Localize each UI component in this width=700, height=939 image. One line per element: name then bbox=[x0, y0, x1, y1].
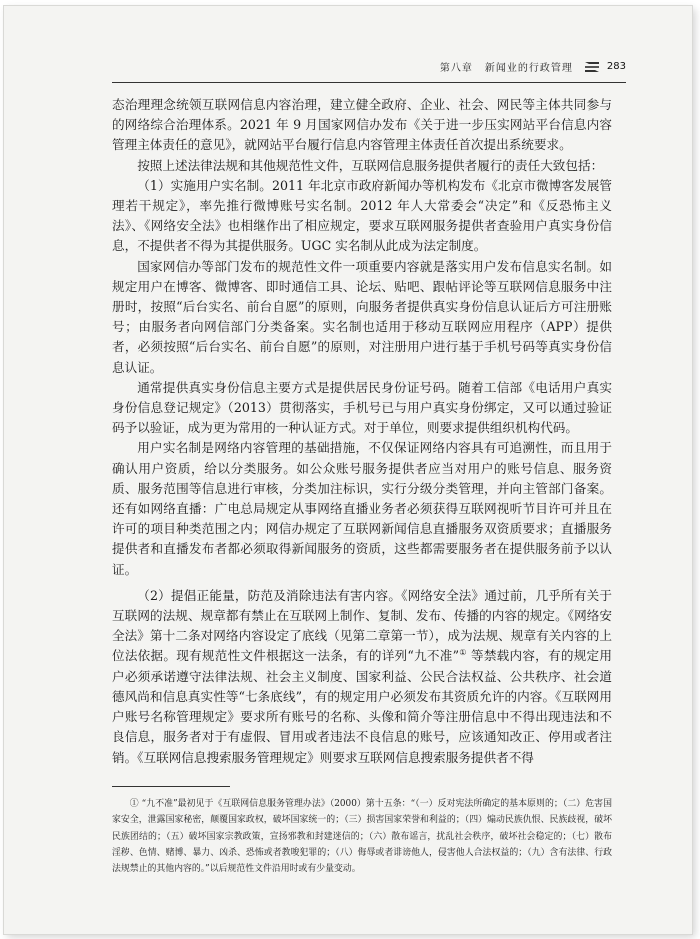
paragraph: 按照上述法律法规和其他规范性文件，互联网信息服务提供者履行的责任大致包括： bbox=[137, 157, 604, 173]
paragraph: 通常提供真实身份信息主要方式是提供居民身份证号码。随着工信部《电话用户真实身份信息登记规定》（2013）贯彻落实，手机号已与用户真实身份绑定，又可以通过验证码予以验证，成为更为常用的一种认证方式。对于单位，则要求提供组织机构代码。 bbox=[112, 379, 612, 436]
footnote-text: ① “九不准”最初见于《互联网信息服务管理办法》（2000）第十五条：“（一）反对宪法所确定的基本原则的；（二）危害国家安全，泄露国家秘密，颠覆国家政权，破坏国家统一的；（三）损害国家荣誉和利益的；（四）煽动民族仇恨、民族歧视，破坏民族团结的；（五）破坏国家宗教政策，宣扬邪教和封建迷信的；（六）散布谣言，扰乱社会秩序，破坏社会稳定的；（七）散布淫秽、色情、赌博、暴力、凶杀、恐怖或者教唆犯罪的；（八）侮辱或者诽谤他人，侵害他人合法权益的；（九）含有法律、行政法规禁止的其他内容的。”以后规范性文件沿用时或有少量变动。 bbox=[112, 799, 612, 875]
footnote-marker[interactable]: ① bbox=[459, 648, 467, 658]
footnote bbox=[112, 796, 612, 877]
paragraph-text: 等禁载内容，有的规定用户必须承诺遵守法律法规、社会主义制度、国家利益、公民合法权益、公共秩序、社会道德风尚和信息真实性等“七条底线”，有的规定用户必须发布其资质允许的内容。《互联网用户账号名称管理规定》要求所有账号的名称、头像和简介等注册信息中不得出现违法和不良信息，服务者对于有虚假、冒用或者违法不良信息的账号，应该通知改正、停用或者注销。《互联网信息搜索服务管理规定》则要求互联网信息搜索服务提供者不得 bbox=[112, 648, 612, 765]
paragraph: （1）实施用户实名制。2011 年北京市政府新闻办等机构发布《北京市微博客发展管理若干规定》，率先推行微博账号实名制。2012 年人大常委会“决定”和《反恐怖主义法》、《网络安全法》也相继作出了相应规定，要求互联网服务提供者查验用户真实身份信息，不提供者不得为其提供服务。UGC 实名制从此成为法定制度。 bbox=[112, 177, 612, 254]
header-rule bbox=[112, 82, 626, 83]
chapter-mark-icon bbox=[583, 60, 601, 74]
paragraph-text: （2）提倡正能量，防范及消除违法有害内容。《网络安全法》通过前，几乎所有关于互联网的法规、规章都有禁止在互联网上制作、复制、发布、传播的内容的规定。《网络安全法》第十二条对网络内容设定了底线（见第二章第一节），成为法规、规章有关内容的上位法依据。现有规范性文件根据这一法条，有的详列“九不准” bbox=[112, 587, 612, 664]
chapter-number: 第八章 bbox=[439, 63, 473, 74]
page-number: 283 bbox=[606, 61, 626, 72]
main-text bbox=[112, 95, 612, 768]
paragraph: 国家网信办等部门发布的规范性文件一项重要内容就是落实用户发布信息实名制。如规定用户在博客、微博客、即时通信工具、论坛、贴吧、跟帖评论等互联网信息服务中注册时，按照“后台实名、前台自愿”的原则，向服务者提供真实身份信息认证后方可注册账号；由服务者向网信部门分类备案。实名制也适用于移动互联网应用程序（APP）提供者，必须按照“后台实名、前台自愿”的原则，对注册用户进行基于手机号码等真实身份信息认证。 bbox=[112, 258, 612, 375]
paragraph: 用户实名制是网络内容管理的基础措施，不仅保证网络内容具有可追溯性，而且用于确认用户资质，给以分类服务。如公众账号服务提供者应当对用户的账号信息、服务资质、服务范围等信息进行审核，分类加注标识，实行分级分类管理，并向主管部门备案。还有如网络直播：广电总局规定从事网络直播业务者必须获得互联网视听节目许可并且在许可的项目种类范围之内；网信办规定了互联网新闻信息直播服务双资质要求；直播服务提供者和直播发布者都必须取得新闻服务的资质，这些都需要服务者在提供服务前予以认证。 bbox=[112, 440, 612, 577]
footnote-rule bbox=[112, 786, 230, 787]
paragraph: 态治理理念统领互联网信息内容治理，建立健全政府、企业、社会、网民等主体共同参与的网络综合治理体系。2021 年 9 月国家网信办发布《关于进一步压实网站平台信息内容管理主体责任的意见》，就网站平台履行信息内容管理主体责任首次提出系统要求。 bbox=[112, 97, 612, 153]
chapter-title: 新闻业的行政管理 bbox=[484, 63, 573, 74]
paragraph bbox=[112, 586, 612, 768]
running-header bbox=[440, 59, 626, 74]
